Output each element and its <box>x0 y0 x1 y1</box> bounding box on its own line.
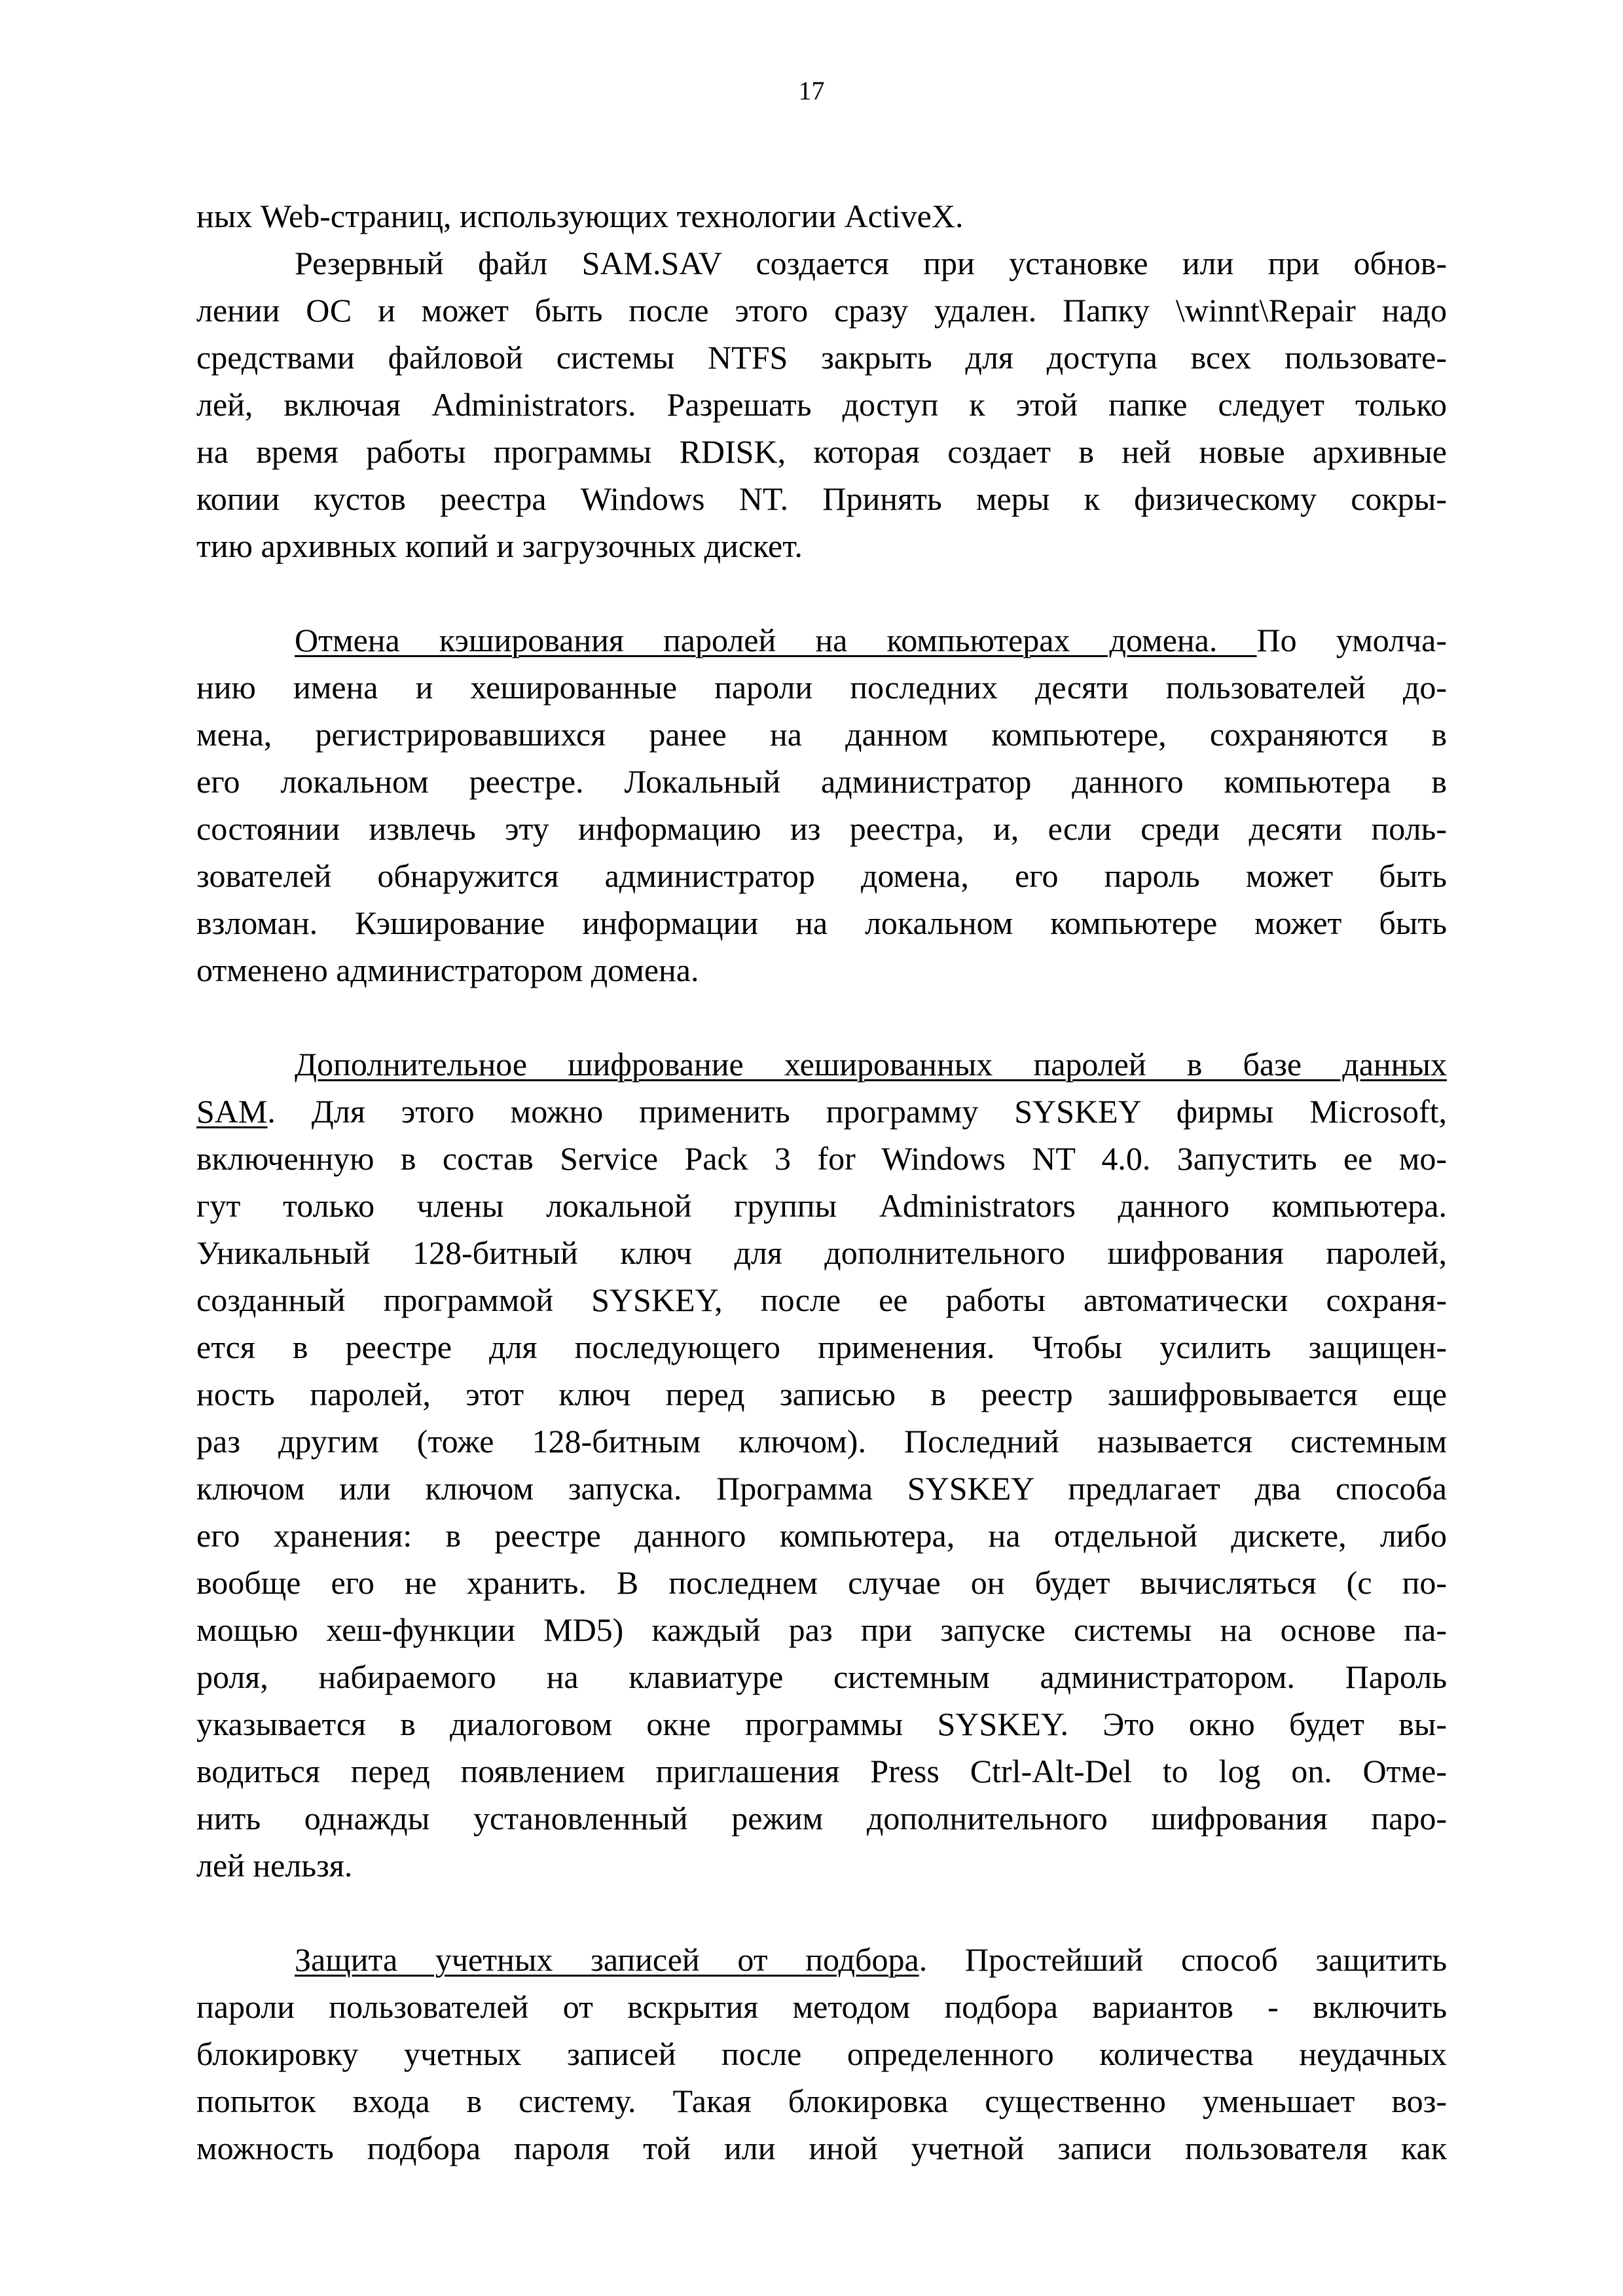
text-line <box>196 1135 1447 1182</box>
line-text: пароли пользователей от вскрытия методом подбора вариантов - включить <box>196 1988 1447 2025</box>
text-line <box>196 1418 1447 1465</box>
text-line <box>196 758 1447 805</box>
text-line <box>196 1088 1447 1135</box>
text-line <box>196 1276 1447 1323</box>
text-line <box>196 1465 1447 1512</box>
text-line <box>196 1371 1447 1418</box>
text-line <box>196 617 1447 664</box>
page-number: 17 <box>798 76 825 105</box>
line-text: лей, включая Administrators. Разрешать доступ к этой папке следует только <box>196 386 1447 423</box>
text-line <box>196 1700 1447 1748</box>
line-text: попыток входа в систему. Такая блокировка существенно уменьшает воз- <box>196 2083 1447 2119</box>
text-line <box>196 240 1447 287</box>
line-text: Резервный файл SAM.SAV создается при установке или при обнов- <box>295 245 1447 281</box>
line-text: мощью хеш-функции MD5) каждый раз при запуске системы на основе па- <box>196 1611 1447 1648</box>
text-line <box>196 428 1447 475</box>
line-text: его хранения: в реестре данного компьютера, на отдельной дискете, либо <box>196 1517 1447 1554</box>
line-text: . Для этого можно применить программу SYSKEY фирмы Microsoft, <box>267 1093 1447 1130</box>
line-text: средствами файловой системы NTFS закрыть для доступа всех пользовате- <box>196 339 1447 376</box>
line-text: роля, набираемого на клавиатуре системным администратором. Пароль <box>196 1659 1447 1695</box>
text-line <box>196 1559 1447 1606</box>
paragraph <box>196 192 1447 569</box>
text-line <box>196 2125 1447 2172</box>
line-text: мена, регистрировавшихся ранее на данном компьютере, сохраняются в <box>196 716 1447 753</box>
line-text: водиться перед появлением приглашения Press Ctrl-Alt-Del to log on. Отме- <box>196 1753 1447 1789</box>
text-line <box>196 1795 1447 1842</box>
line-text: вообще его не хранить. В последнем случае он будет вычисляться (с по- <box>196 1564 1447 1601</box>
text-line <box>196 1936 1447 1983</box>
line-text: его локальном реестре. Локальный администратор данного компьютера в <box>196 763 1447 800</box>
text-line <box>196 2030 1447 2077</box>
text-line <box>196 334 1447 381</box>
line-text: нию имена и хешированные пароли последних десяти пользователей до- <box>196 669 1447 706</box>
underlined-heading: Дополнительное шифрование хешированных паролей в базе данных <box>295 1046 1447 1083</box>
line-text: отменено администратором домена. <box>196 952 699 988</box>
text-line <box>196 805 1447 852</box>
paragraph <box>196 1936 1447 2172</box>
line-text: Уникальный 128-битный ключ для дополнительного шифрования паролей, <box>196 1234 1447 1271</box>
text-line <box>196 287 1447 334</box>
line-text: лении ОС и может быть после этого сразу удален. Папку \winnt\Repair надо <box>196 292 1447 329</box>
text-line <box>196 899 1447 946</box>
paragraph <box>196 617 1447 994</box>
line-text: на время работы программы RDISK, которая создает в ней новые архивные <box>196 433 1447 470</box>
underlined-heading: Отмена кэширования паролей на компьютерах домена. <box>295 622 1257 658</box>
underlined-heading: SAM <box>196 1093 268 1130</box>
line-text: включенную в состав Service Pack 3 for Windows NT 4.0. Запустить ее мо- <box>196 1140 1447 1177</box>
line-text: ключом или ключом запуска. Программа SYSKEY предлагает два способа <box>196 1470 1447 1507</box>
text-line <box>196 1842 1447 1889</box>
line-text: состоянии извлечь эту информацию из реестра, и, если среди десяти поль- <box>196 810 1447 847</box>
line-text: гут только члены локальной группы Administrators данного компьютера. <box>196 1187 1447 1224</box>
document-body <box>196 192 1447 2172</box>
underlined-heading: Защита учетных записей от подбора <box>295 1941 919 1978</box>
line-text: взломан. Кэширование информации на локальном компьютере может быть <box>196 905 1447 941</box>
line-text: зователей обнаружится администратор домена, его пароль может быть <box>196 857 1447 894</box>
text-line <box>196 1512 1447 1559</box>
text-line <box>196 1229 1447 1276</box>
line-text: блокировку учетных записей после определенного количества неудачных <box>196 2036 1447 2072</box>
text-line <box>196 1182 1447 1229</box>
line-text: ется в реестре для последующего применения. Чтобы усилить защищен- <box>196 1329 1447 1365</box>
line-text: указывается в диалоговом окне программы SYSKEY. Это окно будет вы- <box>196 1706 1447 1742</box>
text-line <box>196 1041 1447 1088</box>
line-text: По умолча- <box>1256 622 1448 658</box>
line-text: лей нельзя. <box>196 1847 353 1884</box>
text-line <box>196 1748 1447 1795</box>
line-text: . Простейший способ защитить <box>919 1941 1448 1978</box>
text-line <box>196 664 1447 711</box>
text-line <box>196 1323 1447 1371</box>
text-line <box>196 381 1447 428</box>
text-line <box>196 2077 1447 2125</box>
line-text: тию архивных копий и загрузочных дискет. <box>196 528 803 564</box>
line-text: раз другим (тоже 128-битным ключом). Последний называется системным <box>196 1423 1447 1460</box>
line-text: копии кустов реестра Windows NT. Принять меры к физическому сокры- <box>196 480 1447 517</box>
text-line <box>196 522 1447 569</box>
line-text: нить однажды установленный режим дополнительного шифрования паро- <box>196 1800 1447 1837</box>
line-text: ных Web-страниц, использующих технологии ActiveX. <box>196 198 964 234</box>
line-text: созданный программой SYSKEY, после ее работы автоматически сохраня- <box>196 1282 1447 1318</box>
text-line <box>196 1983 1447 2030</box>
text-line <box>196 711 1447 758</box>
paragraph <box>196 1041 1447 1889</box>
text-line <box>196 852 1447 899</box>
text-line <box>196 1653 1447 1700</box>
text-line <box>196 946 1447 994</box>
text-line <box>196 192 1447 240</box>
text-line <box>196 475 1447 522</box>
text-line <box>196 1606 1447 1653</box>
line-text: можность подбора пароля той или иной учетной записи пользователя как <box>196 2130 1447 2166</box>
line-text: ность паролей, этот ключ перед записью в реестр зашифровывается еще <box>196 1376 1447 1412</box>
